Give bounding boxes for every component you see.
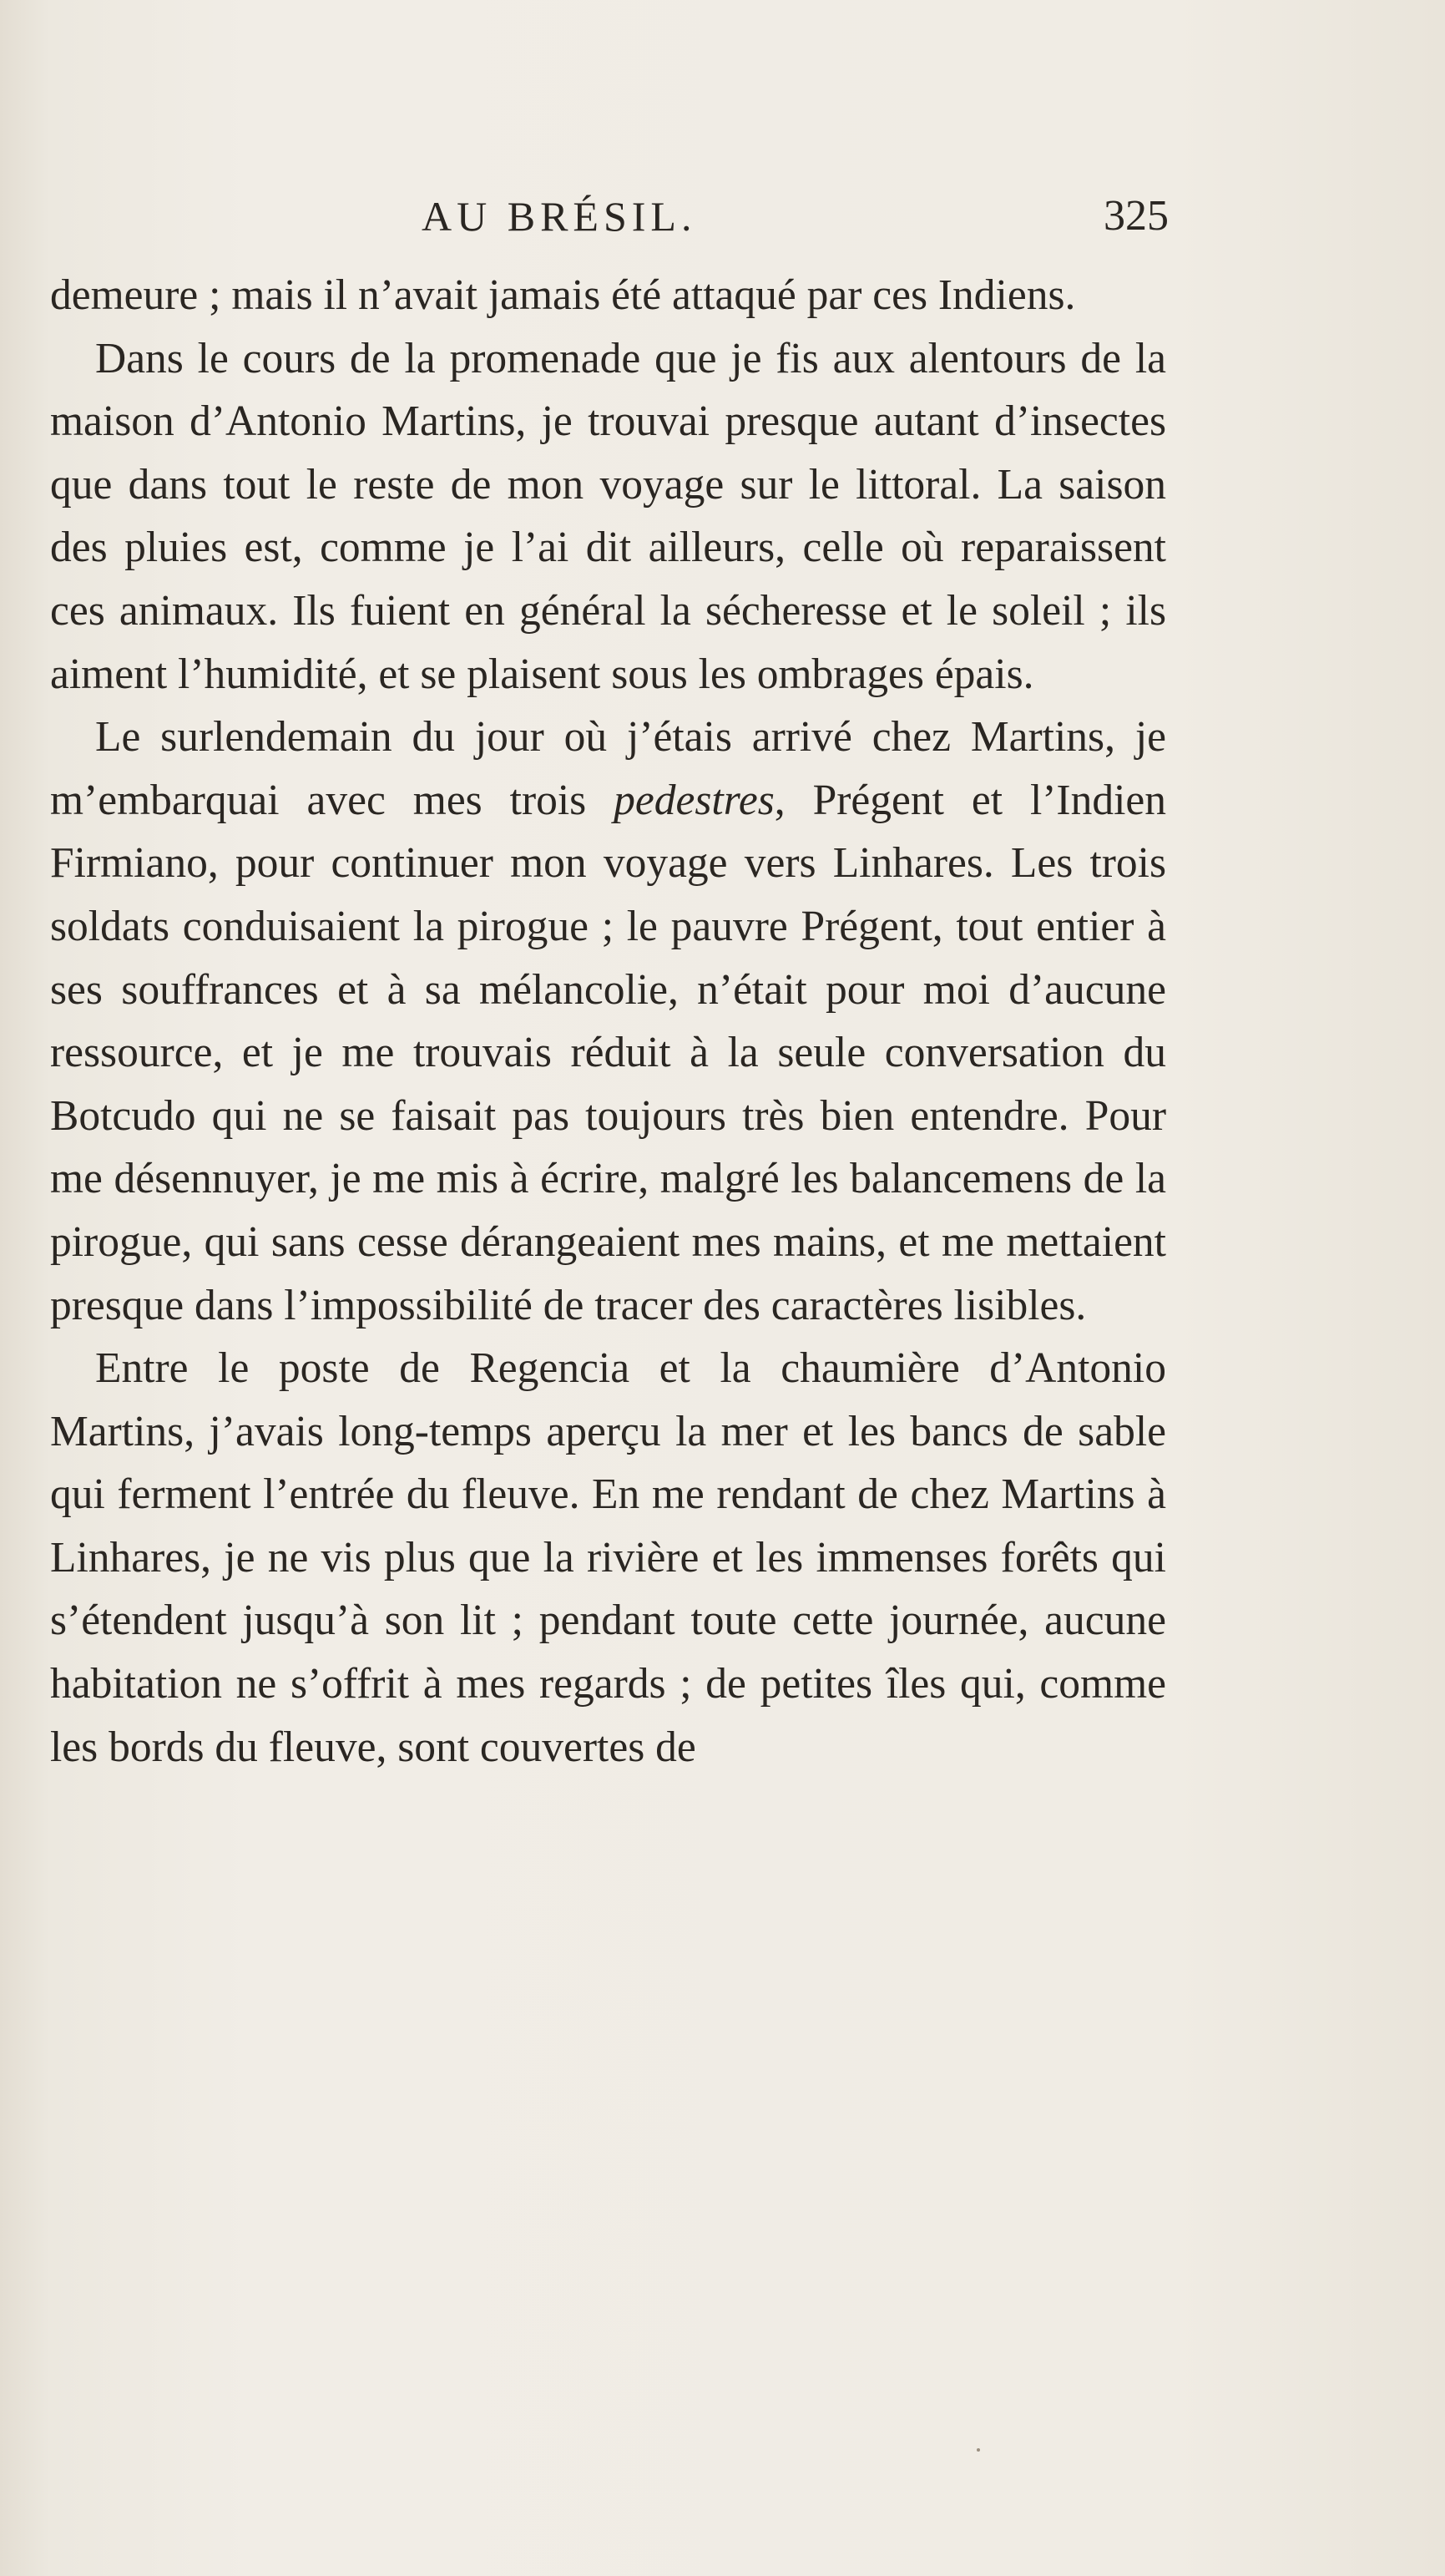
paragraph-2: Dans le cours de la promenade que je fis aux alentours de la maison d’Antonio Martins, je trouvai presque autant d’insectes que dans tout le reste de mon voyage sur le littoral. La saison des pluies est, comme je l’ai dit ailleurs, celle où reparaissent ces animaux. Ils fuient en général la sécheresse et le soleil ; ils aiment l’humidité, et se plaisent sous les ombrages épais.	[50, 334, 1166, 698]
paper-speck	[977, 2448, 980, 2452]
page-number: 325	[1104, 192, 1169, 240]
paragraph-1: demeure ; mais il n’avait jamais été attaqué par ces Indiens.	[50, 271, 1076, 319]
body-text	[50, 264, 1166, 1779]
running-head	[50, 187, 1169, 245]
paragraph-4: Entre le poste de Regencia et la chaumière d’Antonio Martins, j’avais long-temps aperçu la mer et les bancs de sable qui ferment l’entrée du fleuve. En me rendant de chez Martins à Linhares, je ne vis plus que la rivière et les immenses forêts qui s’étendent jusqu’à son lit ; pendant toute cette journée, aucune habitation ne s’offrit à mes regards ; de petites îles qui, comme les bords du fleuve, sont couvertes de	[50, 1344, 1166, 1771]
paragraph-3-text-after: , Prégent et l’Indien Firmiano, pour continuer mon voyage vers Linhares. Les trois soldats conduisaient la pirogue ; le pauvre Prégent, tout entier à ses souffrances et à sa mélancolie, n’était pour moi d’aucune ressource, et je me trouvais réduit à la seule conversation du Botcudo qui ne se faisait pas toujours très bien entendre. Pour me désennuyer, je me mis à écrire, malgré les balancemens de la pirogue, qui sans cesse dérangeaient mes mains, et me mettaient presque dans l’impossibilité de tracer des caractères lisibles.	[50, 776, 1166, 1329]
running-title: AU BRÉSIL.	[422, 193, 697, 240]
paragraph-3-text-before: Le surlendemain du jour où j’étais arrivé chez Martins, je m’embarquai avec mes trois	[50, 713, 1166, 824]
paragraph-3	[50, 706, 1166, 1337]
italic-term-pedestres: pedestres	[614, 776, 775, 824]
